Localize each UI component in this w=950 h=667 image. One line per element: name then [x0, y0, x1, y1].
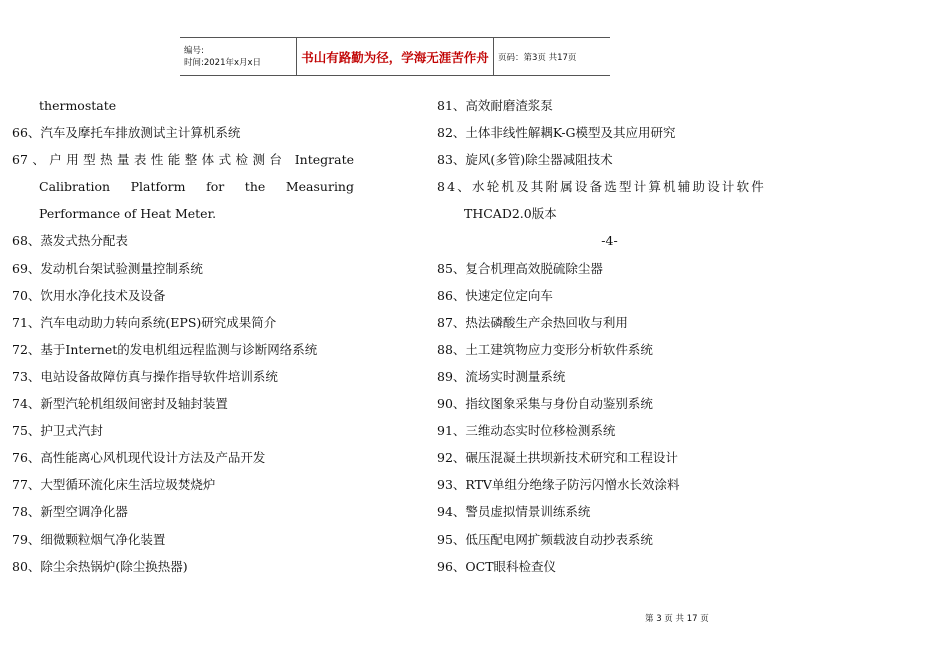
list-item: 83、旋风(多管)除尘器减阻技术 [437, 152, 613, 168]
list-item: Calibration Platform for the Measuring [39, 179, 354, 195]
list-item: 80、除尘余热锅炉(除尘换热器) [12, 558, 188, 574]
list-item: 66、汽车及摩托车排放测试主计算机系统 [12, 125, 241, 141]
page-footer: 第 3 页 共 17 页 [645, 614, 709, 624]
list-item: 72、基于Internet的发电机组远程监测与诊断网络系统 [12, 341, 318, 357]
motto-text: 书山有路勤为径，学海无涯苦作舟 [301, 49, 489, 65]
list-item: 69、发动机台架试验测量控制系统 [12, 260, 203, 276]
list-item: 89、流场实时测量系统 [437, 368, 566, 384]
list-item: 74、新型汽轮机组级间密封及轴封装置 [12, 396, 228, 412]
time-label: 时间:2021年x月x日 [184, 57, 262, 68]
left-column [12, 92, 354, 580]
list-item: 81、高效耐磨渣浆泵 [437, 98, 553, 113]
header-meta [180, 38, 297, 75]
list-item: 71、汽车电动助力转向系统(EPS)研究成果简介 [12, 314, 277, 330]
header-page [494, 38, 610, 75]
list-item: 84、水轮机及其附属设备选型计算机辅助设计软件 [437, 179, 767, 195]
right-column [437, 92, 782, 580]
list-item: Performance of Heat Meter. [39, 206, 217, 222]
list-item: 95、低压配电网扩频载波自动抄表系统 [437, 531, 653, 547]
list-item: 86、快速定位定向车 [437, 287, 553, 303]
page-header [180, 37, 610, 76]
list-item: 79、细微颗粒烟气净化装置 [12, 531, 166, 547]
list-item: 94、警员虚拟情景训练系统 [437, 504, 591, 520]
list-item: thermostate [39, 98, 117, 113]
list-item: 87、热法磷酸生产余热回收与利用 [437, 314, 628, 330]
list-item: 67、户用型热量表性能整体式检测台 Integrate [12, 152, 354, 168]
page-number-marker: -4- [601, 233, 618, 249]
list-item: 76、高性能离心风机现代设计方法及产品开发 [12, 450, 266, 466]
list-item: 92、碾压混凝土拱坝新技术研究和工程设计 [437, 450, 678, 466]
page-label: 页码：第3页 共17页 [498, 52, 577, 63]
list-item: 70、饮用水净化技术及设备 [12, 287, 166, 303]
list-item: 68、蒸发式热分配表 [12, 233, 128, 249]
list-item: 82、土体非线性解耦K-G模型及其应用研究 [437, 125, 676, 141]
list-item: 77、大型循环流化床生活垃圾焚烧炉 [12, 477, 216, 493]
list-item: 91、三维动态实时位移检测系统 [437, 423, 616, 439]
list-item: 96、OCT眼科检查仪 [437, 558, 557, 574]
header-motto [297, 38, 494, 75]
list-item: THCAD2.0版本 [464, 206, 557, 222]
list-item: 75、护卫式汽封 [12, 423, 103, 439]
list-item: 93、RTV单组分绝缘子防污闪憎水长效涂料 [437, 477, 680, 493]
list-item: 90、指纹图象采集与身份自动鉴别系统 [437, 396, 653, 412]
number-label: 编号: [184, 45, 204, 56]
list-item: 78、新型空调净化器 [12, 504, 128, 520]
list-item: 88、土工建筑物应力变形分析软件系统 [437, 341, 653, 357]
list-item: 73、电站设备故障仿真与操作指导软件培训系统 [12, 368, 278, 384]
list-item: 85、复合机理高效脱硫除尘器 [437, 260, 603, 276]
